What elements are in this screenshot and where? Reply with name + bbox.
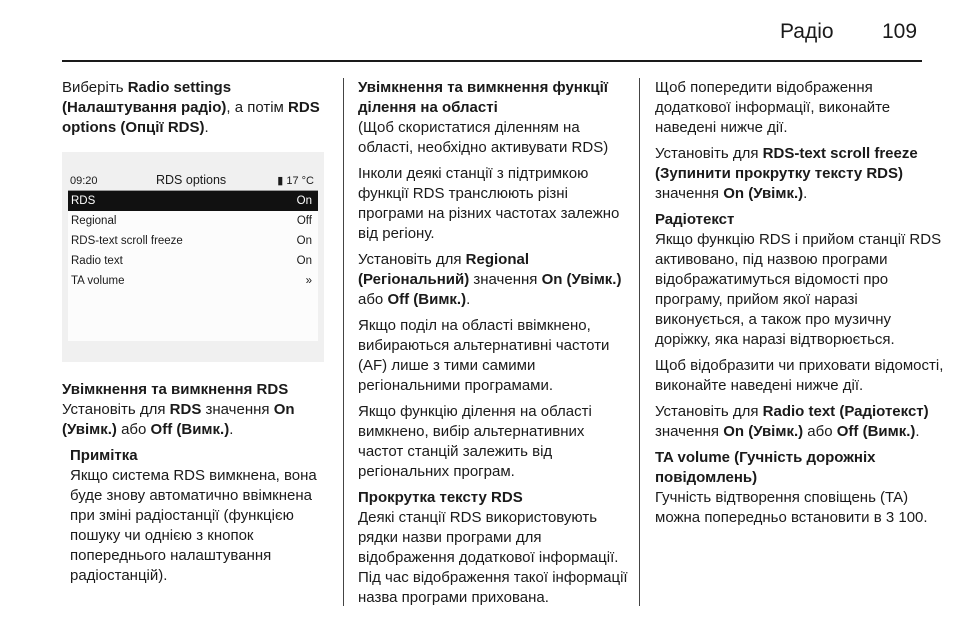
page-title: Радіо	[780, 20, 834, 43]
column-divider	[639, 78, 640, 606]
thermometer-icon: ▮	[277, 175, 284, 187]
page-reference[interactable]: 100.	[894, 509, 928, 526]
scroll-paragraph: Деякі станції RDS використовують рядки назви програми для відображення додаткової інформації. Під час відображення такої інформації назва програми прихована.	[358, 509, 628, 606]
rds-options-screenshot	[62, 152, 324, 362]
regional-paragraph-3: Якщо функцію ділення на області вимкнено, вибір альтернативних частот станцій залежить від регіональних програм.	[358, 403, 592, 480]
scroll-heading: Прокрутка тексту RDS	[358, 489, 523, 506]
regional-heading: Увімкнення та вимкнення функції ділення на області	[358, 79, 608, 116]
intro-paragraph: Виберіть Radio settings (Налаштування радіо), а потім RDS options (Опції RDS).	[62, 79, 320, 136]
note-text: Якщо система RDS вимкнена, вона буде знову автоматично ввімкнена при зміні радіостанції (функцією пошуку чи однією з кнопок попереднього налаштування радіостанцій).	[70, 467, 317, 584]
screen-menu	[68, 190, 318, 341]
screen-title: RDS options	[156, 173, 227, 187]
screen-clock: 09:20	[70, 175, 98, 187]
menu-item-regional[interactable]: Regional Off	[71, 215, 312, 227]
column-middle	[358, 78, 630, 614]
page-reference-arrow-icon: 3	[885, 509, 895, 526]
menu-item-rds[interactable]: RDS On	[68, 191, 318, 211]
show-hide-paragraph: Щоб відобразити чи приховати відомості, виконайте наведені нижче дії.	[655, 357, 944, 394]
regional-paragraph-1: Інколи деякі станції з підтримкою функції RDS транслюють різні програми на різних частотах залежно від регіону.	[358, 165, 620, 242]
screen-status-bar	[68, 166, 318, 190]
column-divider	[343, 78, 344, 606]
radio-text-set-paragraph: Установіть для Radio text (Радіотекст) значення On (Увімк.) або Off (Вимк.).	[655, 403, 929, 440]
page-number: 109	[882, 20, 918, 43]
radio-text-paragraph: Якщо функцію RDS і прийом станції RDS активовано, під назвою програми відображатимуться відомості про програму, прийом якої наразі виконується, а також про музичну доріжку, яка наразі відтворюється.	[655, 231, 942, 348]
regional-paragraph-2: Якщо поділ на області ввімкнено, вибираються альтернативні частоти (AF) лише з тими самими регіональними програмами.	[358, 317, 610, 394]
note-block	[62, 446, 327, 586]
note-heading: Примітка	[70, 447, 138, 464]
menu-item-radio-text[interactable]: Radio text On	[71, 255, 312, 267]
rds-paragraph: Установіть для RDS значення On (Увімк.) або Off (Вимк.).	[62, 401, 295, 438]
menu-item-scroll-freeze[interactable]: RDS-text scroll freeze On	[71, 235, 312, 247]
radio-text-heading: Радіотекст	[655, 211, 735, 228]
page-header	[0, 0, 960, 66]
header-rule	[62, 60, 922, 62]
chevron-right-icon: »	[305, 275, 312, 287]
regional-set-paragraph: Установіть для Regional (Регіональний) значення On (Увімк.) або Off (Вимк.).	[358, 251, 622, 308]
ta-volume-heading: TA volume (Гучність дорожніх повідомлень)	[655, 449, 876, 486]
rds-heading: Увімкнення та вимкнення RDS	[62, 381, 289, 398]
column-right	[655, 78, 945, 534]
scroll-freeze-set-paragraph: Установіть для RDS-text scroll freeze (Зупинити прокрутку тексту RDS) значення On (Увімк.).	[655, 145, 918, 202]
regional-subtitle: (Щоб скористатися діленням на області, необхідно активувати RDS)	[358, 119, 609, 156]
ta-volume-paragraph: Гучність відтворення сповіщень (TA) можна попередньо встановити в 3 100.	[655, 489, 928, 526]
screen-temperature: ▮ 17 °C	[277, 175, 314, 187]
column-left	[62, 78, 327, 586]
prevent-paragraph: Щоб попередити відображення додаткової інформації, виконайте наведені нижче дії.	[655, 79, 891, 136]
menu-item-ta-volume[interactable]: TA volume »	[68, 271, 318, 291]
